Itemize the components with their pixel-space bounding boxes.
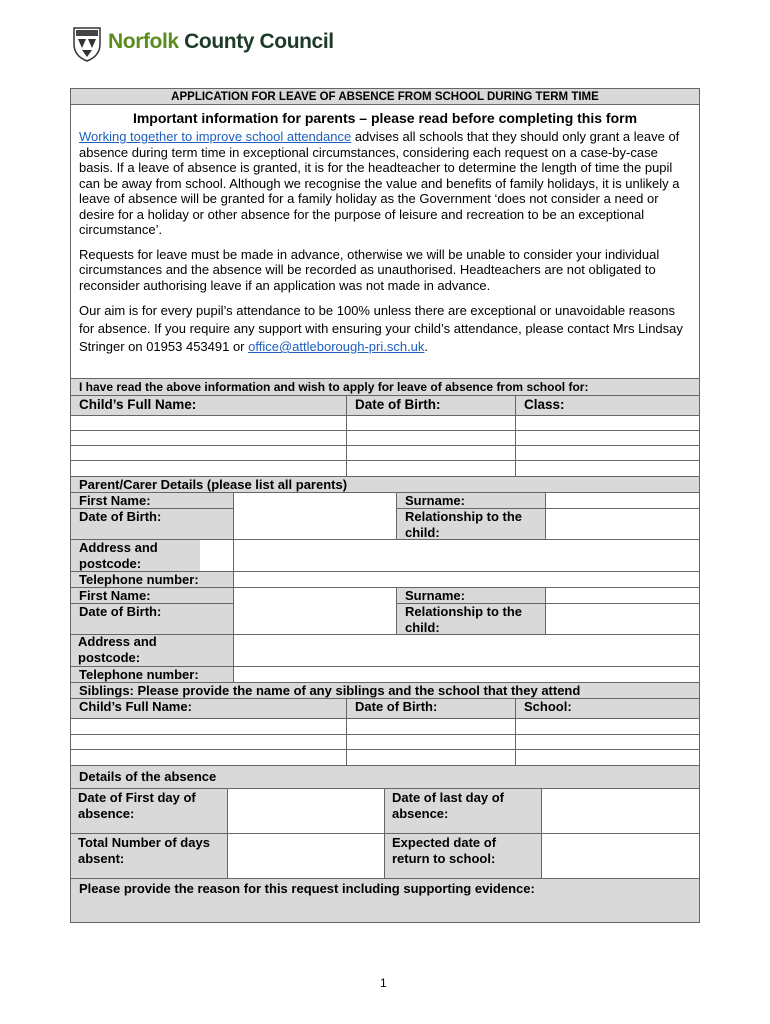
child-dob-input-2[interactable] <box>346 430 516 446</box>
info-paragraph-1 <box>79 129 691 238</box>
logo-word-norfolk: Norfolk <box>108 30 179 53</box>
parent2-address-input[interactable] <box>233 634 700 667</box>
page-number: 1 <box>380 976 387 990</box>
form-title: APPLICATION FOR LEAVE OF ABSENCE FROM SCHOOL DURING TERM TIME <box>70 88 700 105</box>
parent1-telephone-input[interactable] <box>233 571 700 588</box>
return-date-label: Expected date of return to school: <box>392 835 497 866</box>
last-day-label: Date of last day of absence: <box>392 790 504 821</box>
info-paragraph-3-end: . <box>424 339 429 354</box>
sibling-dob-header: Date of Birth: <box>346 698 516 719</box>
apply-statement: I have read the above information and wish to apply for leave of absence from school for: <box>70 378 700 396</box>
child-dob-input-4[interactable] <box>346 460 516 477</box>
sibling-dob-input-2[interactable] <box>346 734 516 750</box>
sibling-name-input-3[interactable] <box>70 749 347 766</box>
parent2-surname-input[interactable] <box>545 587 700 604</box>
sibling-school-input-1[interactable] <box>515 718 700 735</box>
info-paragraph-3 <box>79 302 691 356</box>
child-name-input-1[interactable] <box>70 415 347 431</box>
total-days-label: Total Number of days absent: <box>78 835 210 866</box>
child-dob-input-3[interactable] <box>346 445 516 461</box>
info-heading: Important information for parents – please read before completing this form <box>132 110 638 126</box>
info-paragraph-3-text: Our aim is for every pupil’s attendance to be 100% unless there are exceptional or unavoidable reasons for absence. If you require any support with ensuring your child’s attendance, please contact Mrs Lindsay Stringer on 01953 453491 or <box>79 303 683 354</box>
parent-details-heading: Parent/Carer Details (please list all parents) <box>70 476 700 493</box>
sibling-name-input-1[interactable] <box>70 718 347 735</box>
parent1-first-name-label: First Name: <box>70 492 234 509</box>
child-name-header: Child’s Full Name: <box>70 395 347 416</box>
child-name-input-3[interactable] <box>70 445 347 461</box>
parent1-dob-label: Date of Birth: <box>70 508 234 540</box>
sibling-school-header: School: <box>515 698 700 719</box>
parent2-first-name-input[interactable] <box>233 587 397 635</box>
child-class-input-2[interactable] <box>515 430 700 446</box>
child-class-input-3[interactable] <box>515 445 700 461</box>
parent2-telephone-input[interactable] <box>233 666 700 683</box>
parent2-surname-label: Surname: <box>396 587 546 604</box>
reason-field[interactable]: Please provide the reason for this request including supporting evidence: <box>70 878 700 923</box>
parent1-surname-label: Surname: <box>396 492 546 509</box>
parent2-telephone-label: Telephone number: <box>70 666 234 683</box>
parent2-first-name-label: First Name: <box>70 587 234 604</box>
parent1-telephone-label: Telephone number: <box>70 571 234 588</box>
parent2-relationship-input[interactable] <box>545 603 700 635</box>
child-dob-input-1[interactable] <box>346 415 516 431</box>
sibling-name-input-2[interactable] <box>70 734 347 750</box>
child-class-input-4[interactable] <box>515 460 700 477</box>
sibling-dob-input-1[interactable] <box>346 718 516 735</box>
info-box <box>70 104 700 379</box>
first-day-input[interactable] <box>227 788 385 834</box>
last-day-input[interactable] <box>541 788 700 834</box>
parent1-relationship-label: Relationship to the child: <box>396 508 546 540</box>
sibling-name-header: Child’s Full Name: <box>70 698 347 719</box>
school-email-link[interactable]: office@attleborough-pri.sch.uk <box>248 339 425 354</box>
siblings-heading: Siblings: Please provide the name of any siblings and the school that they attend <box>70 682 700 699</box>
logo-word-county-council: County Council <box>184 30 334 53</box>
sibling-school-input-3[interactable] <box>515 749 700 766</box>
parent1-address-input[interactable] <box>233 539 700 572</box>
council-logo-text <box>108 30 334 54</box>
info-paragraph-2: Requests for leave must be made in advance, otherwise we will be unable to consider your individual circumstances and the absence will be recorded as unauthorised. Headteachers are not obligated to reconsider authorising leave if an application was not made in advance. <box>79 246 660 293</box>
parent2-dob-label: Date of Birth: <box>70 603 234 635</box>
info-paragraph-1-text: advises all schools that they should only grant a leave of absence during term time in exceptional circumstances, considering each request on a case-by-case basis. If a leave of absence is granted, it is for the headteacher to determine the length of time the pupil can be away from school. Although we recognise the value and benefits of family holidays, it is unlikely a leave of absence will be granted for a family holiday as the Government ‘does not consider a need or desire for a holiday or other absence for the purpose of leisure and recreation to be an exceptional circumstance’. <box>79 129 680 237</box>
child-class-header: Class: <box>515 395 700 416</box>
absence-details-heading: Details of the absence <box>70 765 700 789</box>
child-dob-header: Date of Birth: <box>346 395 516 416</box>
child-class-input-1[interactable] <box>515 415 700 431</box>
child-name-input-4[interactable] <box>70 460 347 477</box>
parent1-first-name-input[interactable] <box>233 492 397 540</box>
sibling-school-input-2[interactable] <box>515 734 700 750</box>
parent1-relationship-input[interactable] <box>545 508 700 540</box>
parent1-address-label: Address and postcode: <box>70 539 200 572</box>
parent2-address-label: Address and postcode: <box>78 634 157 665</box>
total-days-input[interactable] <box>227 833 385 879</box>
parent1-surname-input[interactable] <box>545 492 700 509</box>
attendance-guidance-link[interactable]: Working together to improve school attendance <box>79 129 352 144</box>
parent2-relationship-label: Relationship to the child: <box>396 603 546 635</box>
first-day-label: Date of First day of absence: <box>78 790 196 821</box>
child-name-input-2[interactable] <box>70 430 347 446</box>
council-crest-icon <box>72 26 102 62</box>
sibling-dob-input-3[interactable] <box>346 749 516 766</box>
return-date-input[interactable] <box>541 833 700 879</box>
